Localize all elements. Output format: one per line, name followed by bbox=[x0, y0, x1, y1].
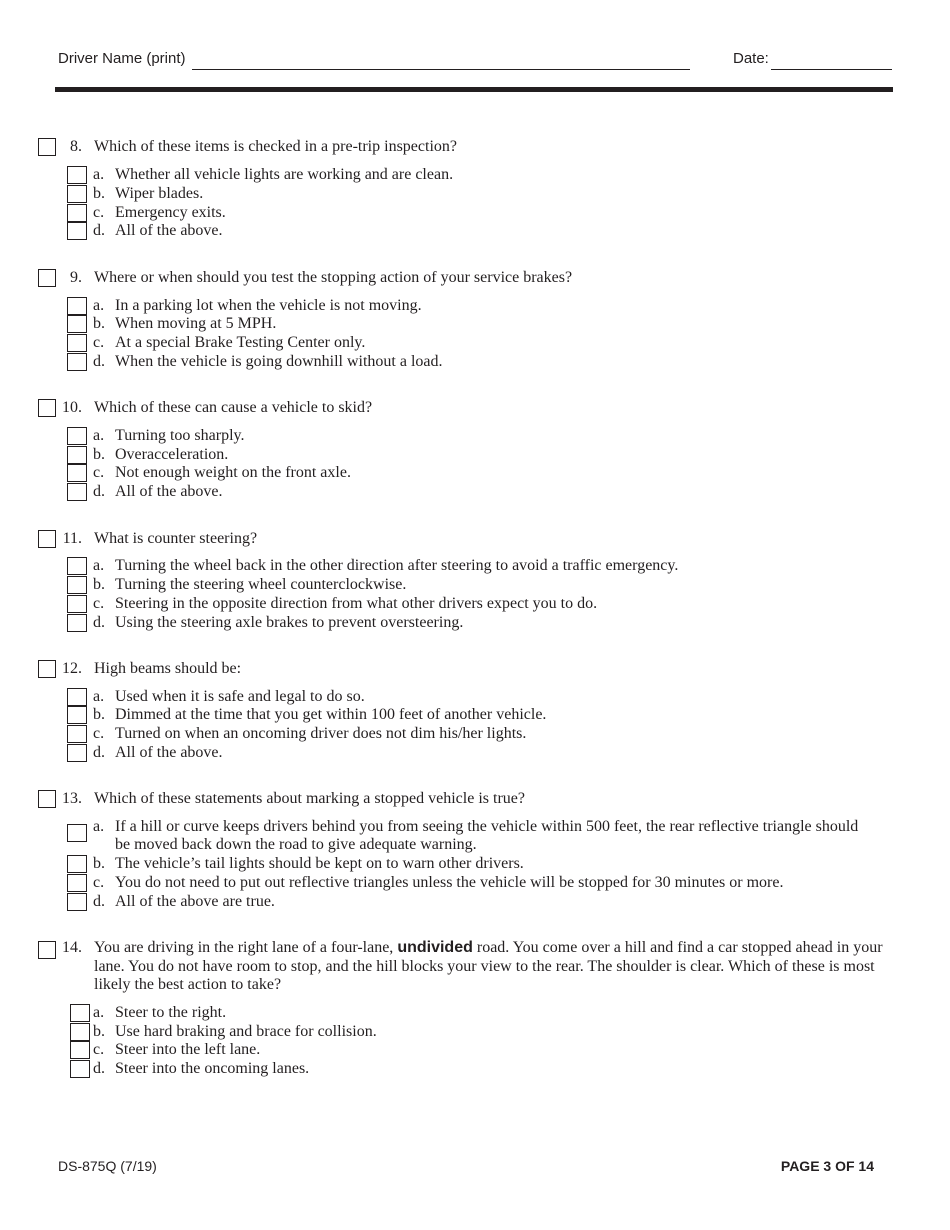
option-letter: a. bbox=[93, 818, 105, 835]
option-letter: d. bbox=[93, 893, 105, 910]
question-text: High beams should be: bbox=[94, 660, 242, 677]
option-text: Used when it is safe and legal to do so. bbox=[115, 688, 365, 705]
option-text: When moving at 5 MPH. bbox=[115, 315, 277, 332]
option-letter: a. bbox=[93, 688, 105, 705]
option-letter: c. bbox=[93, 595, 105, 612]
option-letter: b. bbox=[93, 855, 105, 872]
option-checkbox[interactable] bbox=[67, 297, 87, 315]
question-number: 12. bbox=[62, 660, 82, 677]
option-checkbox[interactable] bbox=[67, 893, 87, 911]
option-checkbox[interactable] bbox=[67, 353, 87, 371]
option-checkbox[interactable] bbox=[67, 204, 87, 222]
option-text: Steer to the right. bbox=[115, 1004, 227, 1021]
option-letter: b. bbox=[93, 315, 105, 332]
option-checkbox[interactable] bbox=[67, 222, 87, 240]
option-checkbox[interactable] bbox=[67, 614, 87, 632]
option-text: Using the steering axle brakes to prevent oversteering. bbox=[115, 614, 464, 631]
option-checkbox[interactable] bbox=[67, 874, 87, 892]
option-checkbox[interactable] bbox=[67, 334, 87, 352]
question-number: 9. bbox=[70, 269, 82, 286]
option-letter: d. bbox=[93, 353, 105, 370]
form-id: DS-875Q (7/19) bbox=[58, 1158, 157, 1174]
date-label: Date: bbox=[733, 50, 769, 67]
question-text: Where or when should you test the stopping action of your service brakes? bbox=[94, 269, 573, 286]
option-checkbox[interactable] bbox=[70, 1060, 90, 1078]
option-checkbox[interactable] bbox=[67, 688, 87, 706]
option-letter: a. bbox=[93, 557, 105, 574]
driver-name-label: Driver Name (print) bbox=[58, 50, 186, 67]
option-text: Turned on when an oncoming driver does not dim his/her lights. bbox=[115, 725, 527, 742]
option-letter: b. bbox=[93, 446, 105, 463]
option-letter: c. bbox=[93, 464, 105, 481]
option-text: In a parking lot when the vehicle is not moving. bbox=[115, 297, 422, 314]
option-text: Whether all vehicle lights are working and are clean. bbox=[115, 166, 454, 183]
question-text: Which of these can cause a vehicle to skid? bbox=[94, 399, 373, 416]
option-checkbox[interactable] bbox=[67, 427, 87, 445]
option-letter: b. bbox=[93, 576, 105, 593]
option-letter: c. bbox=[93, 204, 105, 221]
option-text: Steering in the opposite direction from what other drivers expect you to do. bbox=[115, 595, 598, 612]
option-letter: b. bbox=[93, 706, 105, 723]
option-letter: b. bbox=[93, 185, 105, 202]
option-letter: d. bbox=[93, 744, 105, 761]
option-letter: c. bbox=[93, 334, 105, 351]
question-number: 14. bbox=[62, 939, 82, 956]
option-checkbox[interactable] bbox=[67, 744, 87, 762]
question-text-part: road. You come over a hill and find a car stopped ahead in your lane. You do not have room to stop, and the hill blocks your view to the rear. The shoulder is clear. Which of these is most likely the best action to take? bbox=[94, 939, 883, 993]
option-text: Emergency exits. bbox=[115, 204, 226, 221]
option-checkbox[interactable] bbox=[67, 595, 87, 613]
option-checkbox[interactable] bbox=[67, 725, 87, 743]
option-letter: a. bbox=[93, 427, 105, 444]
answer-checkbox[interactable] bbox=[38, 138, 56, 156]
answer-checkbox[interactable] bbox=[38, 530, 56, 548]
answer-checkbox[interactable] bbox=[38, 941, 56, 959]
option-checkbox[interactable] bbox=[67, 576, 87, 594]
option-letter: d. bbox=[93, 1060, 105, 1077]
option-text: The vehicle’s tail lights should be kept on to warn other drivers. bbox=[115, 855, 524, 872]
option-letter: c. bbox=[93, 874, 105, 891]
option-text: At a special Brake Testing Center only. bbox=[115, 334, 366, 351]
option-checkbox[interactable] bbox=[70, 1041, 90, 1059]
option-text: Steer into the oncoming lanes. bbox=[115, 1060, 310, 1077]
option-letter: b. bbox=[93, 1023, 105, 1040]
option-checkbox[interactable] bbox=[70, 1023, 90, 1041]
option-text: All of the above. bbox=[115, 483, 223, 500]
option-text: You do not need to put out reflective triangles unless the vehicle will be stopped for 30 minutes or more. bbox=[115, 874, 784, 891]
option-letter: d. bbox=[93, 614, 105, 631]
option-text: If a hill or curve keeps drivers behind you from seeing the vehicle within 500 feet, the rear reflective triangle should be moved back down the road to give adequate warning. bbox=[115, 818, 859, 853]
option-checkbox[interactable] bbox=[67, 185, 87, 203]
question-number: 10. bbox=[62, 399, 82, 416]
option-checkbox[interactable] bbox=[67, 464, 87, 482]
option-letter: a. bbox=[93, 166, 105, 183]
option-letter: c. bbox=[93, 1041, 105, 1058]
option-text: Turning too sharply. bbox=[115, 427, 245, 444]
option-checkbox[interactable] bbox=[67, 166, 87, 184]
answer-checkbox[interactable] bbox=[38, 660, 56, 678]
option-text: Steer into the left lane. bbox=[115, 1041, 261, 1058]
option-text: All of the above. bbox=[115, 744, 223, 761]
question-number: 11. bbox=[62, 530, 82, 547]
option-letter: d. bbox=[93, 483, 105, 500]
option-checkbox[interactable] bbox=[67, 446, 87, 464]
question-number: 8. bbox=[70, 138, 82, 155]
option-letter: c. bbox=[93, 725, 105, 742]
question-text: What is counter steering? bbox=[94, 530, 258, 547]
option-text: Dimmed at the time that you get within 100 feet of another vehicle. bbox=[115, 706, 547, 723]
question-text-part: You are driving in the right lane of a four-lane, bbox=[94, 939, 398, 956]
driver-name-field[interactable] bbox=[192, 69, 690, 70]
question-number: 13. bbox=[62, 790, 82, 807]
option-text: Turning the wheel back in the other direction after steering to avoid a traffic emergency. bbox=[115, 557, 679, 574]
option-text: All of the above. bbox=[115, 222, 223, 239]
option-text: All of the above are true. bbox=[115, 893, 275, 910]
date-field[interactable] bbox=[771, 69, 892, 70]
option-checkbox[interactable] bbox=[67, 315, 87, 333]
question-text bbox=[94, 939, 896, 995]
header-divider bbox=[55, 87, 893, 92]
option-checkbox[interactable] bbox=[67, 824, 87, 842]
option-text: Turning the steering wheel counterclockwise. bbox=[115, 576, 407, 593]
option-letter: a. bbox=[93, 297, 105, 314]
option-checkbox[interactable] bbox=[67, 855, 87, 873]
option-text: Overacceleration. bbox=[115, 446, 229, 463]
option-text: Not enough weight on the front axle. bbox=[115, 464, 351, 481]
option-checkbox[interactable] bbox=[67, 706, 87, 724]
option-text: When the vehicle is going downhill without a load. bbox=[115, 353, 443, 370]
question-text: Which of these statements about marking a stopped vehicle is true? bbox=[94, 790, 525, 807]
question-text: Which of these items is checked in a pre-trip inspection? bbox=[94, 138, 457, 155]
answer-checkbox[interactable] bbox=[38, 269, 56, 287]
question-text-emphasis: undivided bbox=[397, 939, 473, 956]
option-letter: d. bbox=[93, 222, 105, 239]
page-number: PAGE 3 OF 14 bbox=[780, 1158, 874, 1174]
option-letter: a. bbox=[93, 1004, 105, 1021]
answer-checkbox[interactable] bbox=[38, 399, 56, 417]
option-checkbox[interactable] bbox=[70, 1004, 90, 1022]
option-checkbox[interactable] bbox=[67, 483, 87, 501]
option-checkbox[interactable] bbox=[67, 557, 87, 575]
option-text: Use hard braking and brace for collision. bbox=[115, 1023, 377, 1040]
option-text: Wiper blades. bbox=[115, 185, 204, 202]
answer-checkbox[interactable] bbox=[38, 790, 56, 808]
